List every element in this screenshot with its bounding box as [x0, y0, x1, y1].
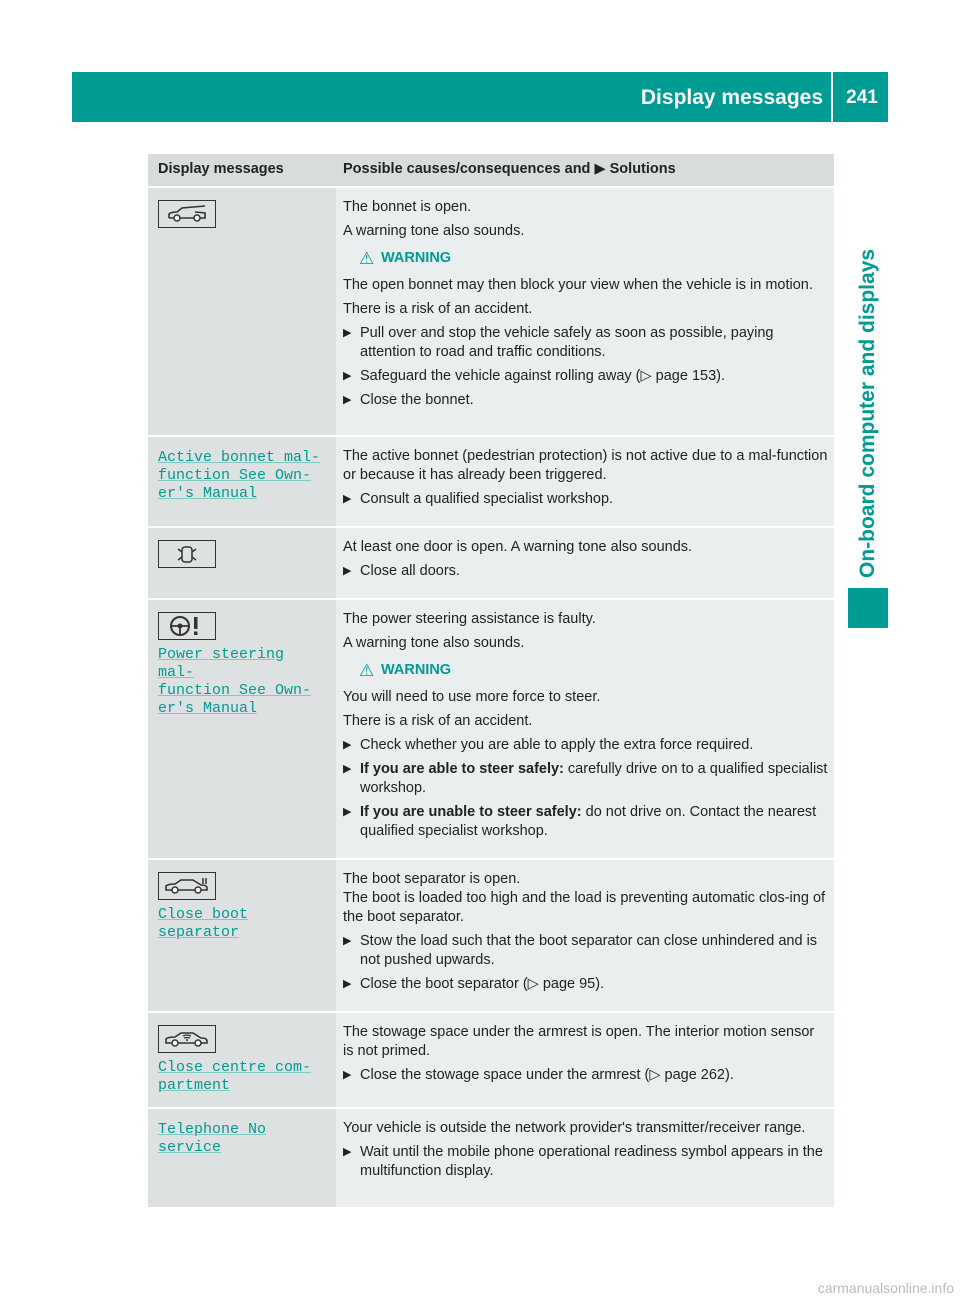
warning-triangle-icon: ⚠: [359, 249, 375, 268]
page-number: 241: [846, 87, 878, 108]
steering-warning-icon: [158, 612, 216, 640]
instruction-step: ▶ Close the stowage space under the armrest (▷ page 262).: [343, 1067, 734, 1083]
section-side-tab: [848, 122, 888, 582]
instruction-step: ▶ Pull over and stop the vehicle safely as soon as possible, paying attention to road and traffic conditions.: [343, 325, 774, 360]
step-arrow-icon: ▶: [343, 763, 352, 775]
step-arrow-icon: ▶: [343, 565, 352, 577]
watermark: carmanualsonline.info: [817, 1280, 954, 1296]
step-arrow-icon: ▶: [343, 978, 352, 990]
table-row: Close boot separator The boot separator is open. The boot is loaded too high and the load is preventing automatic clos-ing of the boot separator. ▶ Stow the load such that the boot separator can close unhindered and is not pushed upwards. ▶ Close the boot separator (▷ page 95).: [148, 859, 834, 1012]
bonnet-open-icon: [158, 200, 216, 228]
instruction-step: ▶ Close the bonnet.: [343, 392, 474, 408]
display-messages-table: [148, 154, 834, 1209]
instruction-step: ▶ Stow the load such that the boot separator can close unhindered and is not pushed upwards.: [343, 933, 818, 968]
step-arrow-icon: ▶: [343, 739, 352, 751]
table-row: Telephone No service Your vehicle is outside the network provider's transmitter/receiver range. ▶ Wait until the mobile phone operational readiness symbol appears in the multifunction display.: [148, 1108, 834, 1208]
warning-heading: ⚠ WARNING: [359, 661, 452, 680]
step-arrow-icon: ▶: [343, 1069, 352, 1081]
table-row: The bonnet is open. A warning tone also sounds. ⚠ WARNING The open bonnet may then block your view when the vehicle is in motion. There is a risk of an accident. ▶ Pull over and stop the vehicle safely as soon as possible, paying attention to road and traffic conditions. ▶ Safeguard the vehicle against rolling away (▷ page 153). ▶ Close the bonnet.: [148, 187, 834, 436]
instruction-step: ▶ Consult a qualified specialist workshop.: [343, 491, 614, 507]
table-row: At least one door is open. A warning tone also sounds. ▶ Close all doors.: [148, 527, 834, 599]
arrow-icon: ▶: [594, 161, 606, 177]
step-arrow-icon: ▶: [343, 806, 352, 818]
display-message-label: Close boot separator: [158, 906, 249, 941]
header-divider: [831, 72, 833, 122]
step-arrow-icon: ▶: [343, 370, 352, 382]
instruction-step: ▶ Check whether you are able to apply the extra force required.: [343, 737, 754, 753]
instruction-step: ▶ Close the boot separator (▷ page 95).: [343, 976, 605, 992]
step-arrow-icon: ▶: [343, 327, 352, 339]
warning-heading: ⚠ WARNING: [359, 249, 452, 268]
step-arrow-icon: ▶: [343, 1146, 352, 1158]
display-message-label: Active bonnet mal‐ function See Own‐ er's Manual: [158, 449, 321, 502]
display-message-label: Telephone No service: [158, 1121, 267, 1156]
display-message-label: Close centre com‐ partment: [158, 1059, 312, 1094]
step-arrow-icon: ▶: [343, 493, 352, 505]
step-arrow-icon: ▶: [343, 394, 352, 406]
boot-separator-icon: [158, 872, 216, 900]
door-open-icon: [158, 540, 216, 568]
table-row: Active bonnet mal‐ function See Own‐ er's Manual The active bonnet (pedestrian protection) is not active due to a mal-function or because it has already been triggered. ▶ Consult a qualified specialist workshop.: [148, 436, 834, 527]
instruction-step: ▶ If you are unable to steer safely: do not drive on. Contact the nearest qualified specialist workshop.: [343, 804, 817, 839]
display-message-label: Power steering mal‐ function See Own‐ er's Manual: [158, 646, 312, 717]
armrest-compartment-icon: [158, 1025, 216, 1053]
step-arrow-icon: ▶: [343, 935, 352, 947]
page-title: Display messages: [640, 86, 823, 109]
instruction-step: ▶ Safeguard the vehicle against rolling away (▷ page 153).: [343, 368, 726, 384]
table-row: Power steering mal‐ function See Own‐ er's Manual The power steering assistance is faulty. A warning tone also sounds. ⚠ WARNING You will need to use more force to steer. There is a risk of an accident. ▶ Check whether you are able to apply the extra force required. ▶ If you are able to steer safely: carefully drive on to a qualified specialist workshop. ▶ If you are unable to steer safely: do not drive on. Contact the nearest qualified specialist workshop.: [148, 599, 834, 859]
warning-triangle-icon: ⚠: [359, 661, 375, 680]
table-row: Close centre com‐ partment The stowage space under the armrest is open. The interior motion sensor is not primed. ▶ Close the stowage space under the armrest (▷ page 262).: [148, 1012, 834, 1108]
instruction-step: ▶ If you are able to steer safely: carefully drive on to a qualified specialist workshop.: [343, 761, 828, 796]
column-header-messages: Display messages: [148, 154, 336, 187]
table-header-row: [148, 154, 834, 187]
instruction-step: ▶ Close all doors.: [343, 563, 460, 579]
instruction-step: ▶ Wait until the mobile phone operational readiness symbol appears in the multifunction display.: [343, 1144, 823, 1179]
column-header-causes: Possible causes/consequences and ▶ Solutions: [336, 154, 834, 187]
section-side-tab-label: On-board computer and displays: [856, 248, 879, 578]
side-marker: [848, 588, 888, 628]
